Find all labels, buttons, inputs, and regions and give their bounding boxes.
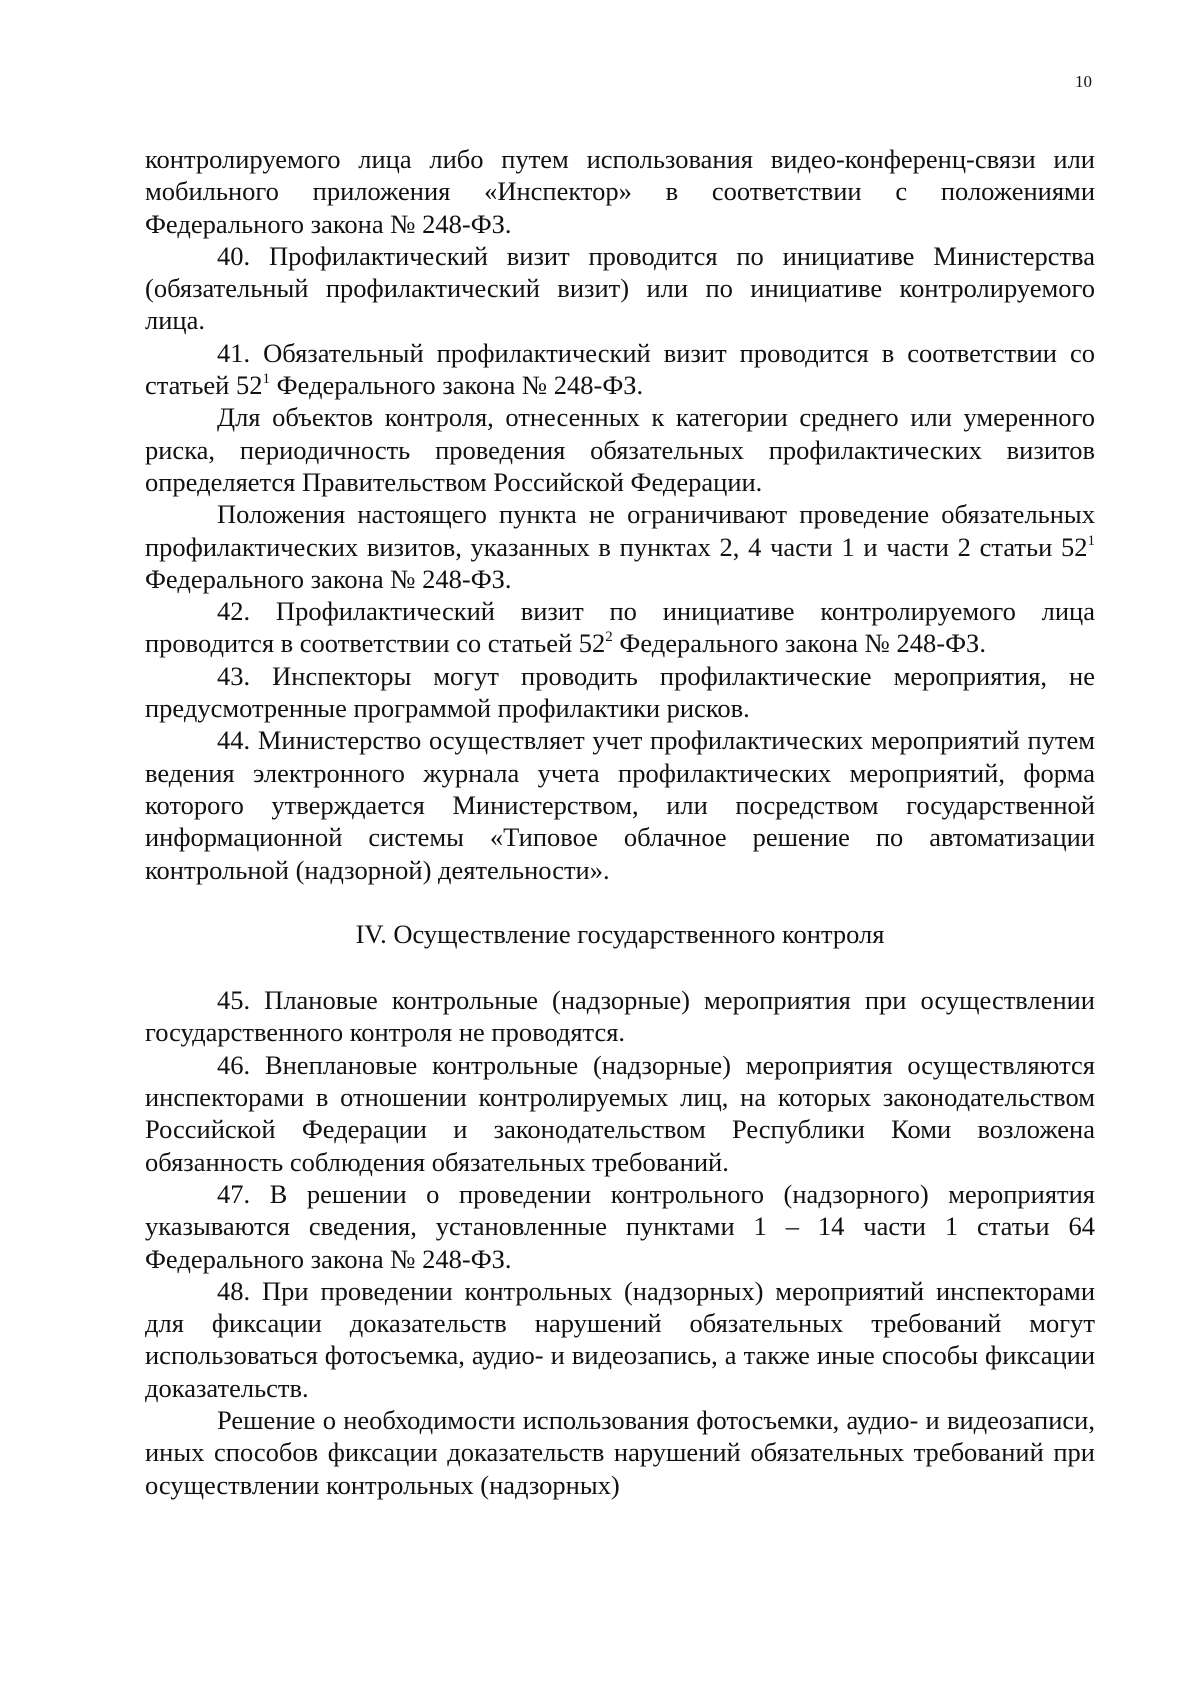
paragraph-48-decision: Решение о необходимости использования фотосъемки, аудио- и видеозаписи, иных способов фиксации доказательств нарушений обязательных требований при осуществлении контрольных (надзорных) — [145, 1404, 1095, 1500]
paragraph-42-text: 42. Профилактический визит по инициативе контролируемого лица проводится в соответствии со статьей 52 — [145, 596, 1095, 659]
paragraph-41-text-end: Федерального закона № 248-ФЗ. — [269, 370, 644, 401]
section-heading: IV. Осуществление государственного контроля — [355, 918, 885, 949]
paragraph-40: 40. Профилактический визит проводится по инициативе Министерства (обязательный профилактический визит) или по инициативе контролируемого лица. — [145, 240, 1095, 336]
paragraph-46: 46. Внеплановые контрольные (надзорные) мероприятия осуществляются инспекторами в отношении контролируемых лиц, на которых законодательством Российской Федерации и законодательством Республики Коми возложена обязанность соблюдения обязательных требований. — [145, 1049, 1095, 1177]
superscript: 1 — [1087, 532, 1095, 549]
paragraph-42-text-end: Федерального закона № 248-ФЗ. — [612, 628, 986, 659]
document-body — [145, 143, 1095, 1501]
paragraph-42 — [145, 595, 1095, 660]
page-number: 10 — [1075, 72, 1092, 91]
paragraph-45: 45. Плановые контрольные (надзорные) мероприятия при осуществлении государственного контроля не проводятся. — [145, 985, 1095, 1048]
paragraph-41-provisions — [145, 498, 1095, 595]
paragraph-43: 43. Инспекторы могут проводить профилактические мероприятия, не предусмотренные программой профилактики рисков. — [145, 660, 1095, 724]
paragraph-44: 44. Министерство осуществляет учет профилактических мероприятий путем ведения электронного журнала учета профилактических мероприятий, форма которого утверждается Министерством, или посредством государственной информационной системы «Типовое облачное решение по автоматизации контрольной (надзорной) деятельности». — [145, 725, 1095, 885]
paragraph-continuation: контролируемого лица либо путем использования видео-конференц-связи или мобильного приложения «Инспектор» в соответствии с положениями Федерального закона № 248-ФЗ. — [145, 144, 1095, 239]
paragraph-41-provisions-end: Федерального закона № 248-ФЗ. — [145, 563, 512, 594]
superscript: 2 — [605, 629, 613, 646]
paragraph-41-text: 41. Обязательный профилактический визит проводится в соответствии со статьей 52 — [145, 337, 1095, 401]
paragraph-41-provisions-text: Положения настоящего пункта не ограничивают проведение обязательных профилактических визитов, указанных в пунктах 2, 4 части 1 и части 2 статьи 52 — [145, 499, 1095, 562]
paragraph-47: 47. В решении о проведении контрольного (надзорного) мероприятия указываются сведения, установленные пунктами 1 – 14 части 1 статьи 64 Федерального закона № 248-ФЗ. — [145, 1178, 1095, 1274]
paragraph-41-objects: Для объектов контроля, отнесенных к категории среднего или умеренного риска, периодичность проведения обязательных профилактических визитов определяется Правительством Российской Федерации. — [145, 402, 1095, 497]
superscript: 1 — [262, 371, 270, 388]
paragraph-41 — [145, 337, 1095, 402]
paragraph-48: 48. При проведении контрольных (надзорных) мероприятий инспекторами для фиксации доказательств нарушений обязательных требований могут использоваться фотосъемка, аудио- и видеозапись, а также иные способы фиксации доказательств. — [145, 1275, 1095, 1403]
